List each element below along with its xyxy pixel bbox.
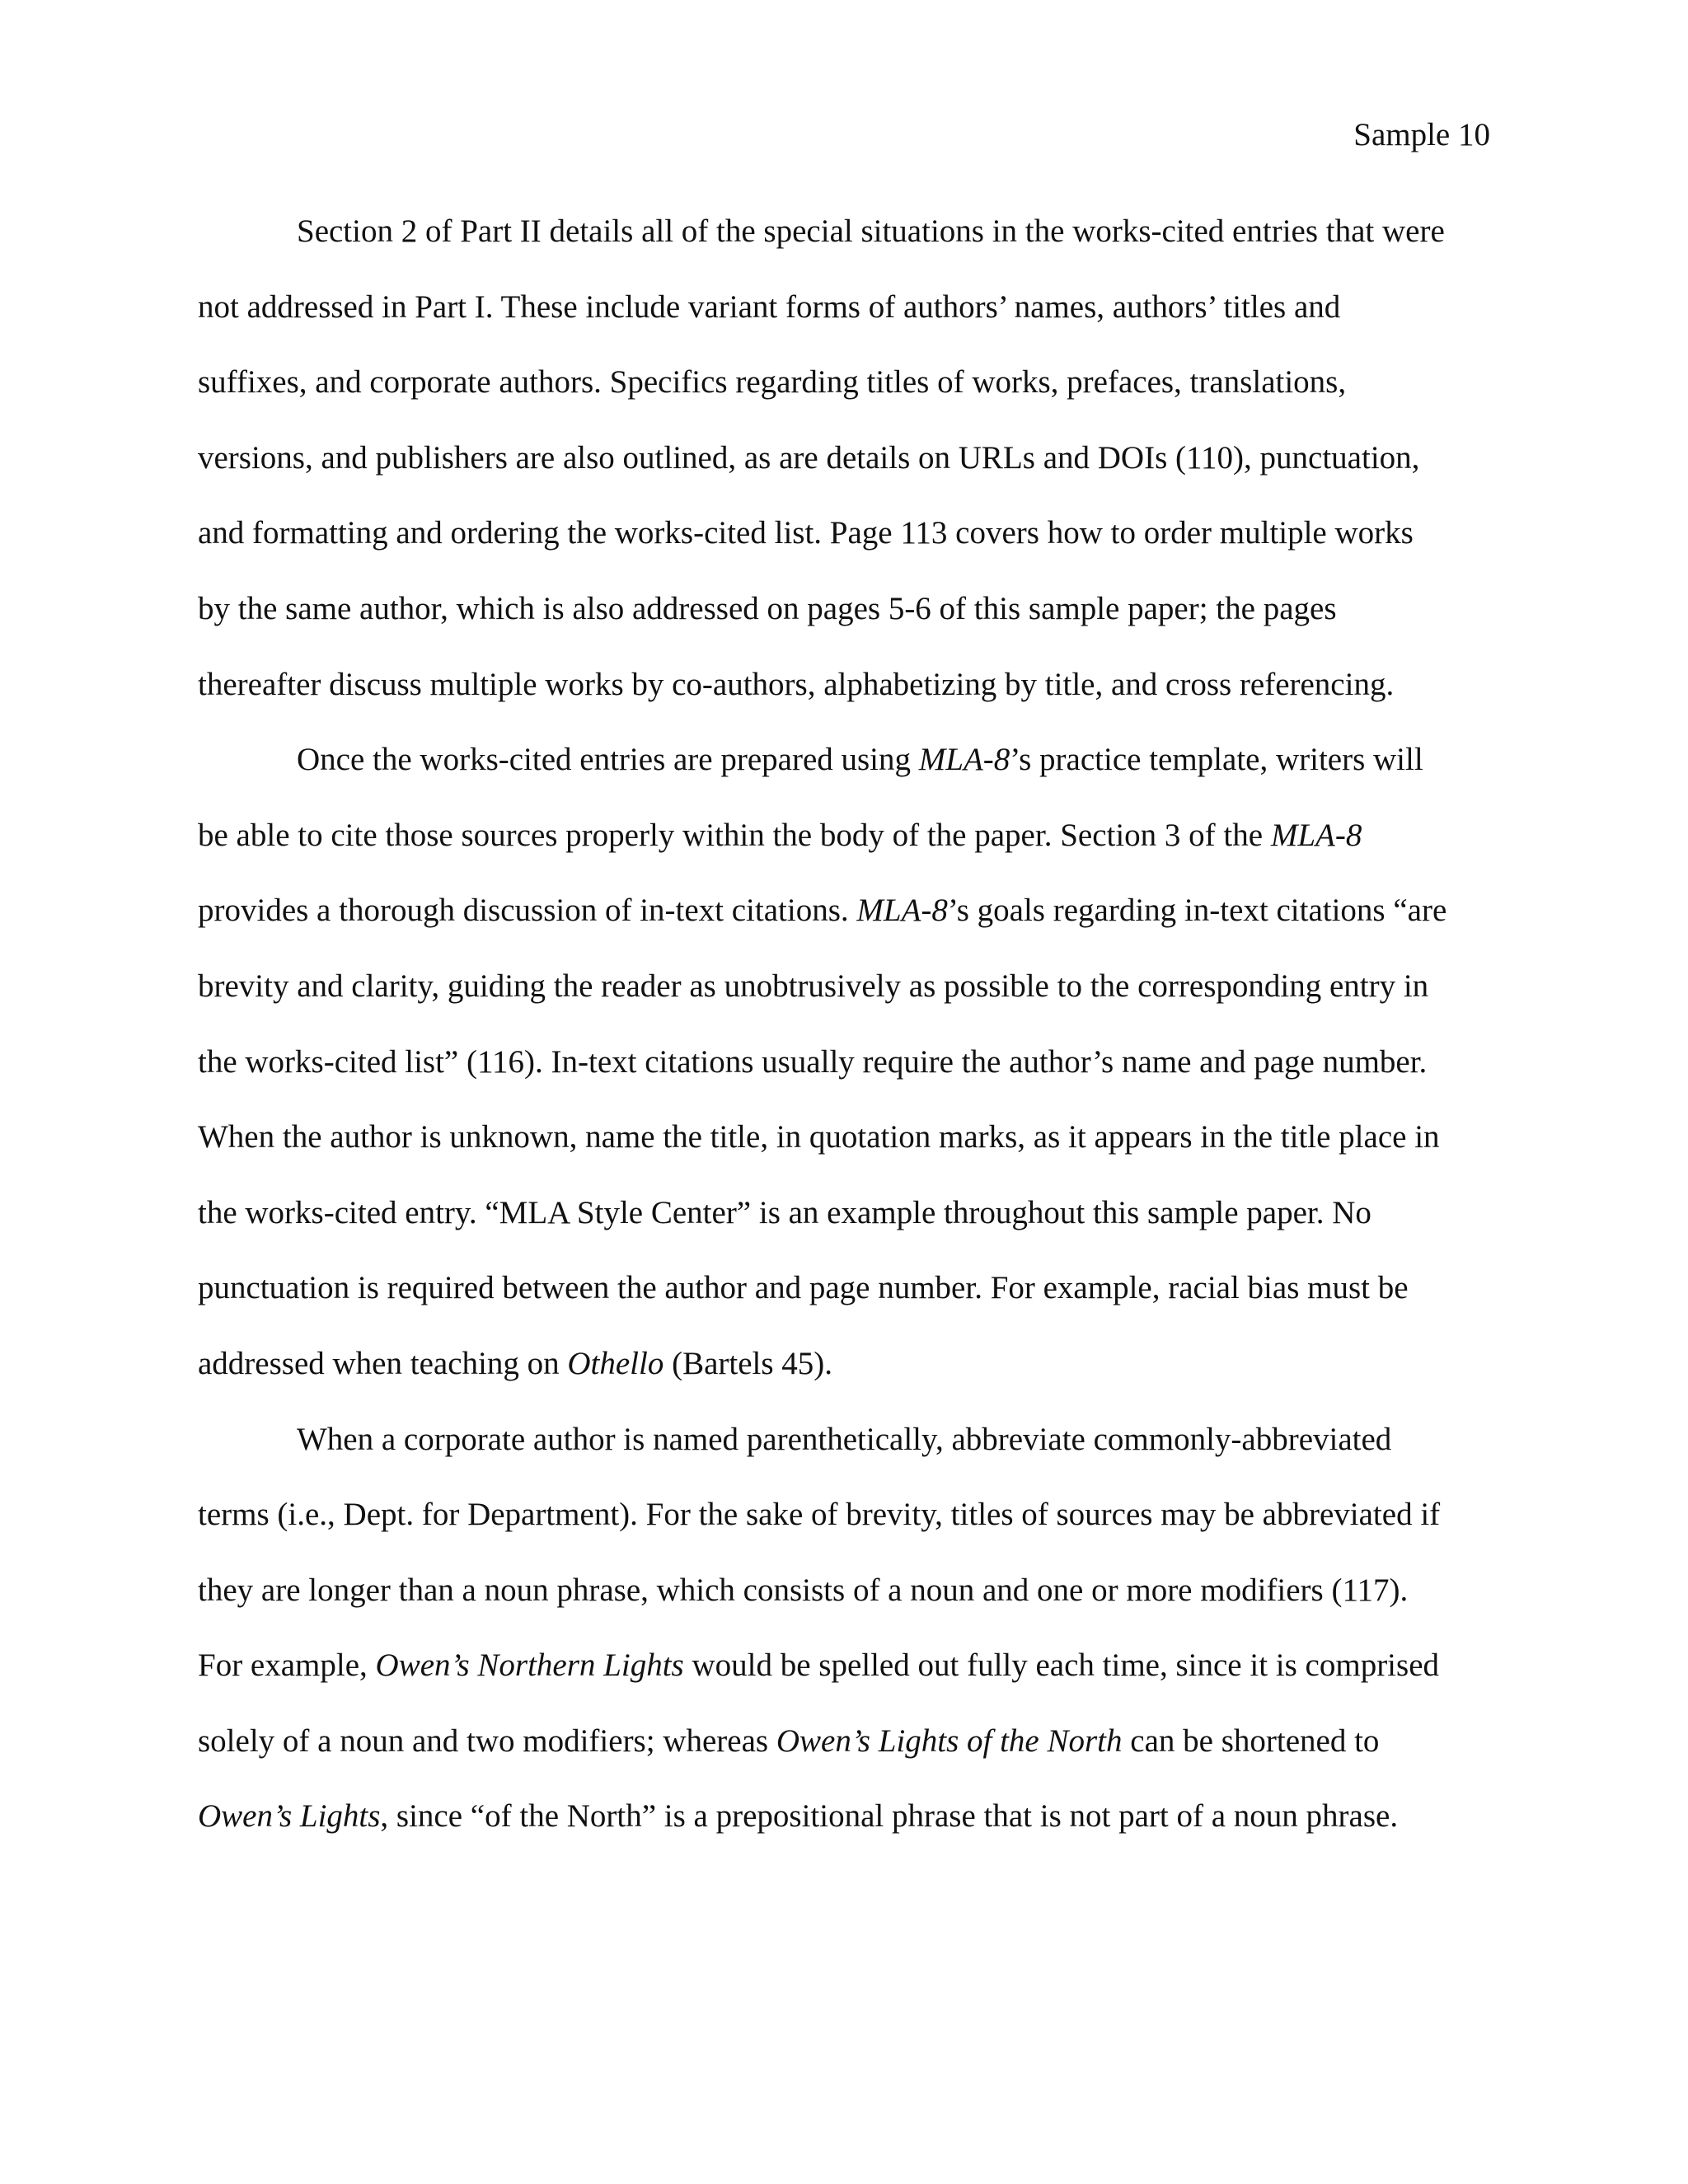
text-line bbox=[198, 647, 1492, 723]
text-run: Once the works-cited entries are prepared using bbox=[297, 742, 919, 778]
text-line bbox=[198, 1099, 1492, 1175]
text-run: would be spelled out fully each time, since it is comprised bbox=[683, 1647, 1440, 1684]
text-line bbox=[198, 571, 1492, 647]
text-line bbox=[198, 420, 1492, 496]
text-run: provides a thorough discussion of in-text citations. bbox=[198, 893, 857, 929]
text-run: be able to cite those sources properly within the body of the paper. Section 3 of the bbox=[198, 817, 1271, 853]
text-run: ’s goals regarding in-text citations “are bbox=[947, 893, 1447, 929]
document-body bbox=[198, 194, 1492, 1854]
text-line bbox=[198, 722, 1492, 798]
text-run: by the same author, which is also addressed on pages 5-6 of this sample paper; the pages bbox=[198, 590, 1337, 626]
text-line bbox=[198, 269, 1492, 345]
text-run: punctuation is required between the author and page number. For example, racial bias must be bbox=[198, 1270, 1409, 1306]
italic-title: MLA-8 bbox=[918, 742, 1010, 778]
text-run: solely of a noun and two modifiers; whereas bbox=[198, 1722, 776, 1759]
running-head: Sample 10 bbox=[1353, 117, 1490, 152]
text-run: not addressed in Part I. These include variant forms of authors’ names, authors’ titles and bbox=[198, 288, 1341, 325]
text-line bbox=[198, 949, 1492, 1024]
text-run: brevity and clarity, guiding the reader as unobtrusively as possible to the corresponding entry in bbox=[198, 968, 1429, 1004]
text-line bbox=[198, 344, 1492, 420]
text-line bbox=[198, 798, 1492, 874]
italic-title: Owen’s Lights bbox=[198, 1798, 381, 1835]
text-line bbox=[198, 873, 1492, 949]
text-line bbox=[198, 1250, 1492, 1326]
paragraph bbox=[198, 1402, 1492, 1855]
text-run: ’s practice template, writers will bbox=[1010, 742, 1423, 778]
text-run: For example, bbox=[198, 1647, 376, 1684]
text-run: , since “of the North” is a prepositional phrase that is not part of a noun phrase. bbox=[380, 1798, 1399, 1835]
text-line bbox=[198, 1704, 1492, 1779]
text-run: the works-cited list” (116). In-text citations usually require the author’s name and page number. bbox=[198, 1043, 1428, 1080]
text-line bbox=[198, 1175, 1492, 1251]
text-run: they are longer than a noun phrase, which consists of a noun and one or more modifiers (117). bbox=[198, 1572, 1409, 1608]
italic-title: Owen’s Northern Lights bbox=[375, 1647, 684, 1684]
text-run: thereafter discuss multiple works by co-authors, alphabetizing by title, and cross referencing. bbox=[198, 666, 1395, 702]
text-run: versions, and publishers are also outlined, as are details on URLs and DOIs (110), punctuation, bbox=[198, 439, 1420, 476]
italic-title: Othello bbox=[567, 1345, 664, 1381]
paragraph bbox=[198, 722, 1492, 1401]
text-run: (Bartels 45). bbox=[663, 1345, 833, 1381]
italic-title: MLA-8 bbox=[856, 893, 948, 929]
text-line bbox=[198, 1402, 1492, 1478]
text-run: can be shortened to bbox=[1122, 1722, 1380, 1759]
text-line bbox=[198, 1326, 1492, 1402]
text-line bbox=[198, 1779, 1492, 1854]
text-line bbox=[198, 194, 1492, 269]
text-run: When the author is unknown, name the title, in quotation marks, as it appears in the title place in bbox=[198, 1119, 1440, 1155]
italic-title: MLA-8 bbox=[1270, 817, 1362, 853]
text-line bbox=[198, 495, 1492, 571]
italic-title: Owen’s Lights of the North bbox=[776, 1722, 1123, 1759]
text-run: suffixes, and corporate authors. Specifics regarding titles of works, prefaces, translations, bbox=[198, 364, 1347, 401]
text-line bbox=[198, 1024, 1492, 1100]
text-run: addressed when teaching on bbox=[198, 1345, 568, 1381]
text-line bbox=[198, 1477, 1492, 1553]
text-run: Section 2 of Part II details all of the special situations in the works-cited entries that were bbox=[297, 213, 1445, 249]
text-run: the works-cited entry. “MLA Style Center” is an example throughout this sample paper. No bbox=[198, 1194, 1372, 1230]
text-run: When a corporate author is named parenthetically, abbreviate commonly-abbreviated bbox=[297, 1421, 1392, 1457]
text-line bbox=[198, 1553, 1492, 1629]
paragraph bbox=[198, 194, 1492, 722]
text-run: terms (i.e., Dept. for Department). For the sake of brevity, titles of sources may be abbreviated if bbox=[198, 1497, 1441, 1533]
text-run: and formatting and ordering the works-cited list. Page 113 covers how to order multiple works bbox=[198, 515, 1414, 551]
text-line bbox=[198, 1628, 1492, 1704]
